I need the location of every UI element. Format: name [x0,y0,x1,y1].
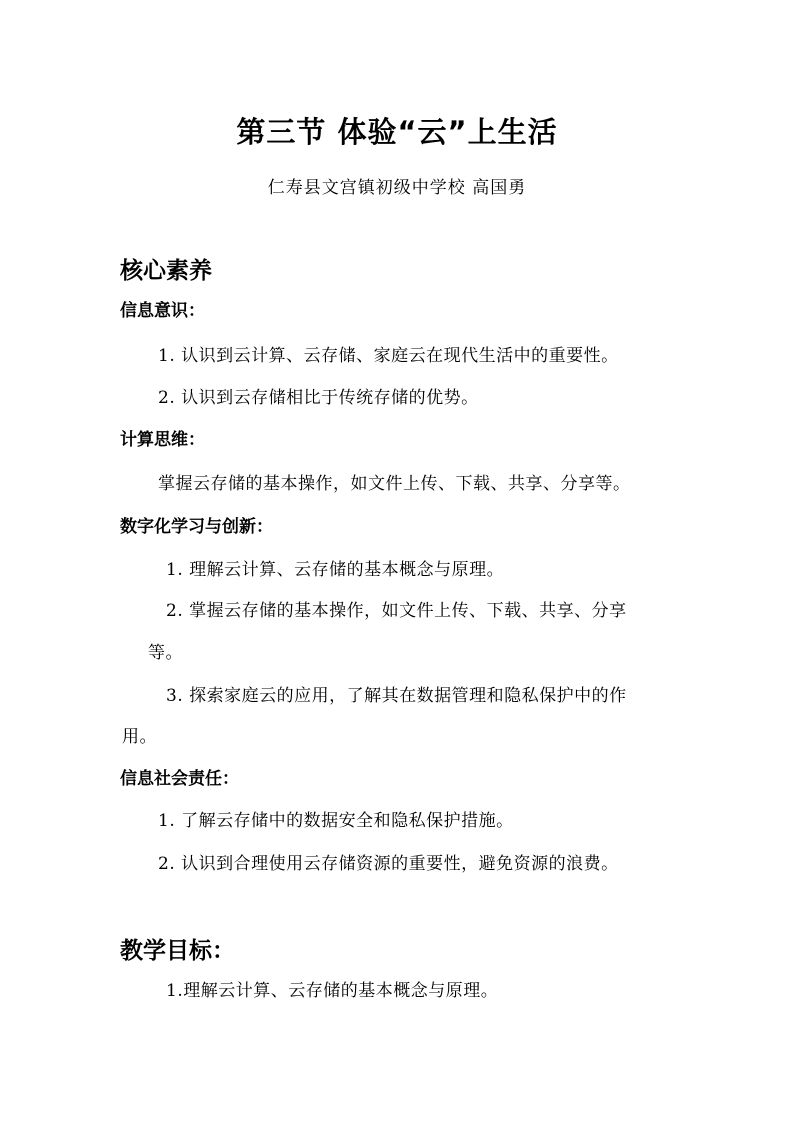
list-item: 3. 探索家庭云的应用，了解其在数据管理和隐私保护中的作 [166,686,627,706]
list-item: 1. 认识到云计算、云存储、家庭云在现代生活中的重要性。 [158,346,619,366]
list-item: 1. 了解云存储中的数据安全和隐私保护措施。 [158,811,514,831]
list-item: 2. 掌握云存储的基本操作，如文件上传、下载、共享、分享 [166,601,627,621]
list-item: 2. 认识到云存储相比于传统存储的优势。 [158,388,479,408]
subheading-social-responsibility: 信息社会责任： [120,769,239,789]
list-item: 1. 理解云计算、云存储的基本概念与原理。 [166,560,505,580]
list-item-continuation: 等。 [148,643,183,663]
list-item-continuation: 用。 [122,727,157,747]
page-title: 第三节 体验“云”上生活 [236,115,558,149]
author-line: 仁寿县文宫镇初级中学校 高国勇 [267,178,527,198]
subheading-digital-learning: 数字化学习与创新： [120,517,273,537]
list-item: 2. 认识到合理使用云存储资源的重要性，避免资源的浪费。 [158,854,619,874]
section-heading-core-literacy: 核心素养 [120,258,212,284]
subheading-computational-thinking: 计算思维： [120,430,205,450]
list-item: 1.理解云计算、云存储的基本概念与原理。 [166,981,499,1001]
paragraph: 掌握云存储的基本操作，如文件上传、下载、共享、分享等。 [158,474,631,494]
subheading-info-awareness: 信息意识： [120,301,205,321]
section-heading-objectives: 教学目标： [120,938,235,964]
